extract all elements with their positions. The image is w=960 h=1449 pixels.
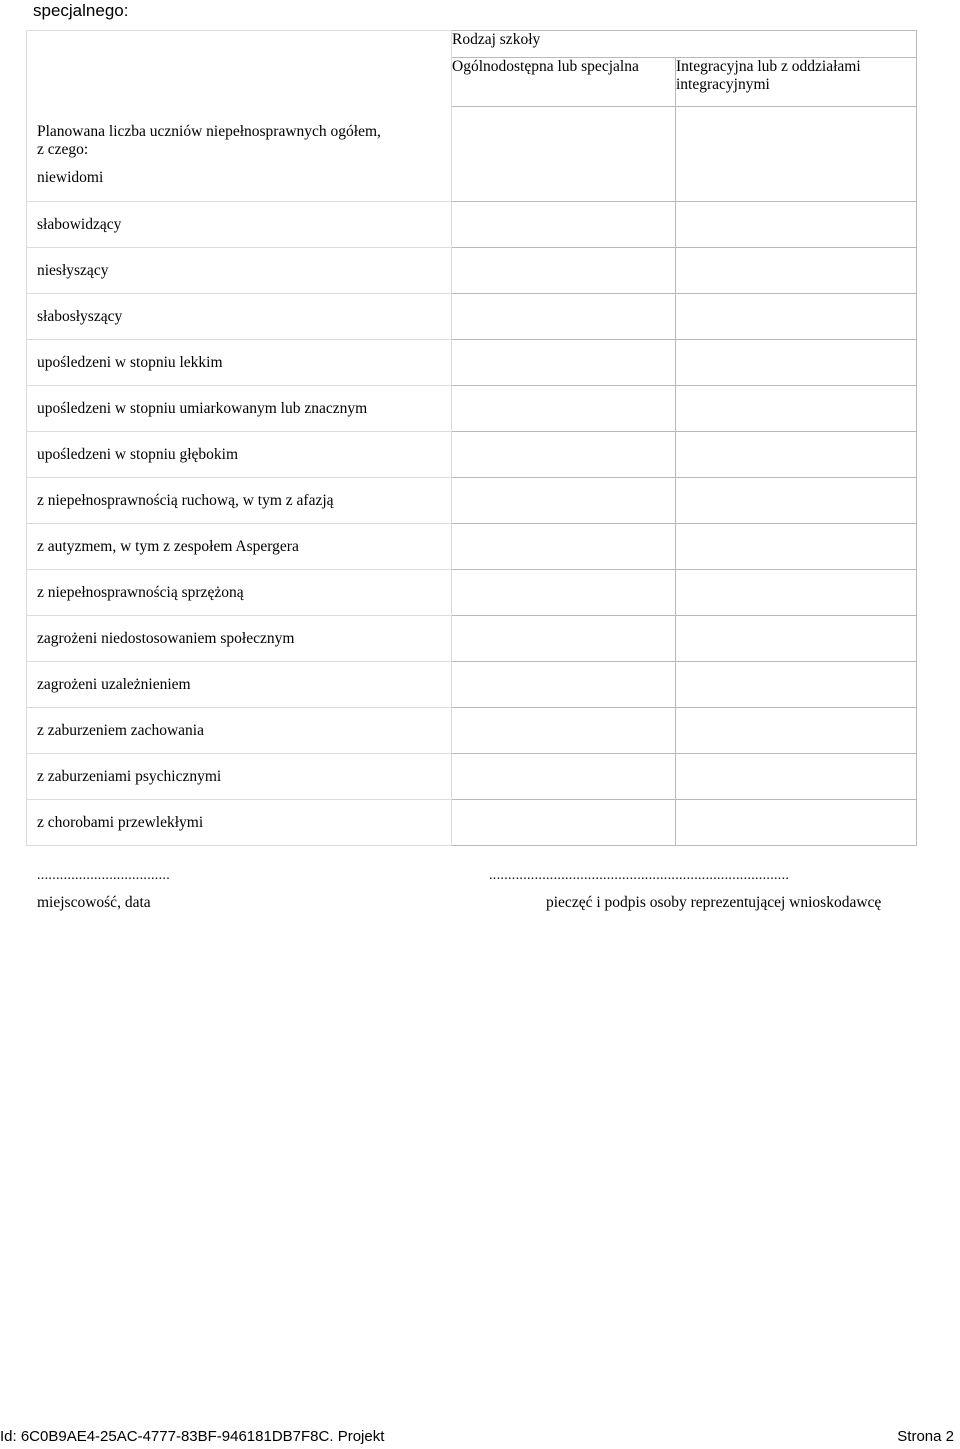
input-general-school[interactable]	[452, 800, 676, 846]
planned-total-label-cell	[27, 31, 452, 202]
row-label: z niepełnosprawnością sprzężoną	[27, 570, 452, 616]
table-row	[27, 616, 917, 662]
planned-total-label: Planowana liczba uczniów niepełnosprawnych ogółem,	[37, 123, 381, 140]
row-label: upośledzeni w stopniu lekkim	[27, 340, 452, 386]
table-row	[27, 708, 917, 754]
table-row	[27, 754, 917, 800]
input-integration-school[interactable]	[676, 202, 917, 248]
stamp-signature-dotted-line: ...............................................................................	[489, 868, 790, 883]
input-integration-school[interactable]	[676, 616, 917, 662]
input-integration-school[interactable]	[676, 248, 917, 294]
input-general-school[interactable]	[452, 662, 676, 708]
row-label: słabowidzący	[27, 202, 452, 248]
row-label: zagrożeni niedostosowaniem społecznym	[27, 616, 452, 662]
integration-school-header: Integracyjna lub z oddziałami integracyjnymi	[676, 58, 917, 107]
input-integration-school[interactable]	[676, 708, 917, 754]
input-general-school[interactable]	[452, 708, 676, 754]
row-label: słabosłyszący	[27, 294, 452, 340]
input-general-school[interactable]	[452, 432, 676, 478]
row-label: upośledzeni w stopniu głębokim	[27, 432, 452, 478]
table-row	[27, 248, 917, 294]
row-label-niewidomi: niewidomi	[37, 169, 104, 186]
planned-total-label-cont: z czego:	[37, 141, 89, 158]
input-integration-school[interactable]	[676, 800, 917, 846]
input-integration-school[interactable]	[676, 432, 917, 478]
row-label: zagrożeni uzależnieniem	[27, 662, 452, 708]
table-row	[27, 386, 917, 432]
input-general-school[interactable]	[452, 202, 676, 248]
students-count-table	[26, 30, 917, 846]
document-id: Id: 6C0B9AE4-25AC-4777-83BF-946181DB7F8C. Projekt	[0, 1428, 385, 1445]
row-label: z autyzmem, w tym z zespołem Aspergera	[27, 524, 452, 570]
table-row	[27, 432, 917, 478]
table-row	[27, 662, 917, 708]
school-type-header: Rodzaj szkoły	[452, 31, 917, 58]
row-label: niesłyszący	[27, 248, 452, 294]
input-integration-school[interactable]	[676, 294, 917, 340]
input-general-school[interactable]	[452, 248, 676, 294]
input-general-school[interactable]	[452, 616, 676, 662]
input-general-school[interactable]	[452, 754, 676, 800]
place-date-label: miejscowość, data	[37, 894, 151, 911]
input-integration-school[interactable]	[676, 662, 917, 708]
input-integration-school[interactable]	[676, 754, 917, 800]
row-label: upośledzeni w stopniu umiarkowanym lub znacznym	[27, 386, 452, 432]
input-general-school[interactable]	[452, 478, 676, 524]
input-general-school[interactable]	[452, 340, 676, 386]
input-general-school[interactable]	[452, 294, 676, 340]
input-integration-school[interactable]	[676, 570, 917, 616]
table-row	[27, 524, 917, 570]
section-heading: specjalnego:	[33, 1, 129, 20]
table-row	[27, 800, 917, 846]
place-date-dotted-line: ...................................	[37, 868, 170, 883]
row-label: z niepełnosprawnością ruchową, w tym z afazją	[27, 478, 452, 524]
row-label: z chorobami przewlekłymi	[27, 800, 452, 846]
input-integration-school[interactable]	[676, 524, 917, 570]
table-row	[27, 570, 917, 616]
input-niewidomi-general[interactable]	[452, 107, 676, 202]
row-label: z zaburzeniem zachowania	[27, 708, 452, 754]
table-row	[27, 340, 917, 386]
input-niewidomi-integration[interactable]	[676, 107, 917, 202]
page-number: Strona 2	[897, 1428, 954, 1445]
input-general-school[interactable]	[452, 570, 676, 616]
row-label: z zaburzeniami psychicznymi	[27, 754, 452, 800]
stamp-signature-label: pieczęć i podpis osoby reprezentującej wnioskodawcę	[546, 894, 882, 911]
input-integration-school[interactable]	[676, 340, 917, 386]
table-row	[27, 294, 917, 340]
general-school-header: Ogólnodostępna lub specjalna	[452, 58, 676, 107]
input-general-school[interactable]	[452, 524, 676, 570]
table-row	[27, 202, 917, 248]
table-row	[27, 478, 917, 524]
input-general-school[interactable]	[452, 386, 676, 432]
input-integration-school[interactable]	[676, 386, 917, 432]
input-integration-school[interactable]	[676, 478, 917, 524]
